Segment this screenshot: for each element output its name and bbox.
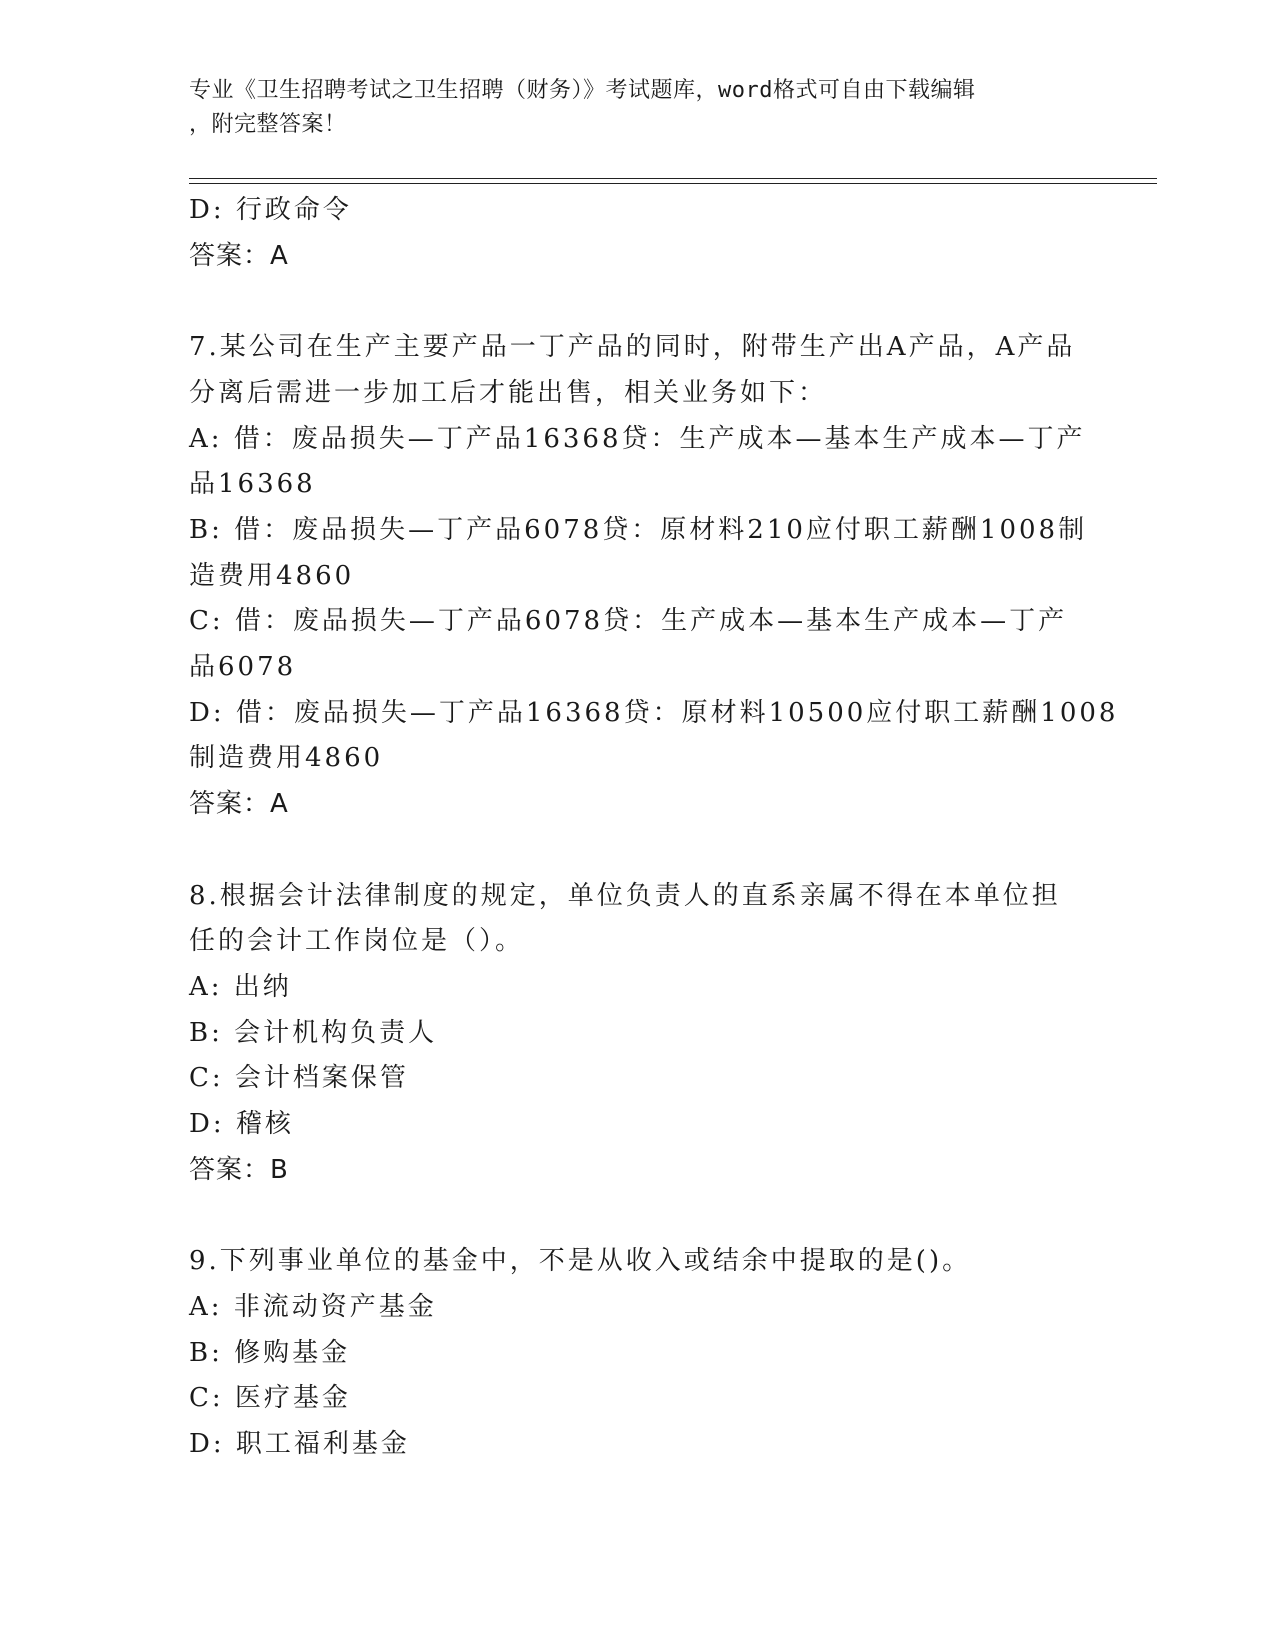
option-c: C: 会计档案保管: [189, 1063, 409, 1094]
answer-line: 答案：A: [189, 789, 289, 820]
option-a: A: 非流动资产基金: [189, 1291, 437, 1322]
question-9: [189, 1239, 1089, 1468]
option-c: C: 医疗基金: [189, 1383, 351, 1414]
question-stem: 8.根据会计法律制度的规定，单位负责人的直系亲属不得在本单位担: [189, 880, 1061, 911]
option-b-continued: 造费用4860: [189, 560, 355, 591]
option-a: A: 出纳: [189, 971, 292, 1002]
question-stem: 任的会计工作岗位是（）。: [189, 926, 525, 957]
option-c: C: 借：废品损失—丁产品6078贷：生产成本—基本生产成本—丁产: [189, 606, 1068, 637]
option-b: B: 会计机构负责人: [189, 1017, 438, 1048]
question-stem: 分离后需进一步加工后才能出售，相关业务如下：: [189, 377, 828, 408]
header-divider-bottom: [189, 183, 1157, 184]
option-d-continued: 制造费用4860: [189, 743, 384, 774]
question-7: [189, 325, 1119, 828]
question-stem: 9.下列事业单位的基金中，不是从收入或结余中提取的是()。: [189, 1246, 972, 1277]
option-b: B: 借：废品损失—丁产品6078贷：原材料210应付职工薪酬1008制: [189, 514, 1088, 545]
option-b: B: 修购基金: [189, 1337, 351, 1368]
answer-line: 答案：B: [189, 1154, 289, 1185]
option-c-continued: 品6078: [189, 652, 297, 683]
answer-line: 答案：A: [189, 240, 289, 271]
option-d: D: 借：废品损失—丁产品16368贷：原材料10500应付职工薪酬1008: [189, 697, 1119, 728]
option-a: A: 借：废品损失—丁产品16368贷：生产成本—基本生产成本—丁产: [189, 423, 1086, 454]
spacer: [189, 1193, 1089, 1239]
question-8: [189, 874, 1089, 1194]
spacer: [189, 279, 1089, 325]
option-d: D: 稽核: [189, 1109, 294, 1140]
header-line-2: ，附完整答案！: [189, 112, 347, 137]
question-stem: 7.某公司在生产主要产品一丁产品的同时，附带生产出A产品，A产品: [189, 332, 1076, 363]
question-content: [189, 188, 1119, 1468]
previous-question: [189, 188, 1089, 279]
spacer: [189, 828, 1089, 874]
option-d: D: 行政命令: [189, 195, 352, 225]
option-d: D: 职工福利基金: [189, 1428, 410, 1459]
document-header: [189, 74, 1069, 142]
header-divider-top: [189, 178, 1157, 179]
option-a-continued: 品16368: [189, 469, 316, 500]
header-line-1: 专业《卫生招聘考试之卫生招聘（财务）》考试题库，word格式可自由下载编辑: [189, 78, 976, 103]
